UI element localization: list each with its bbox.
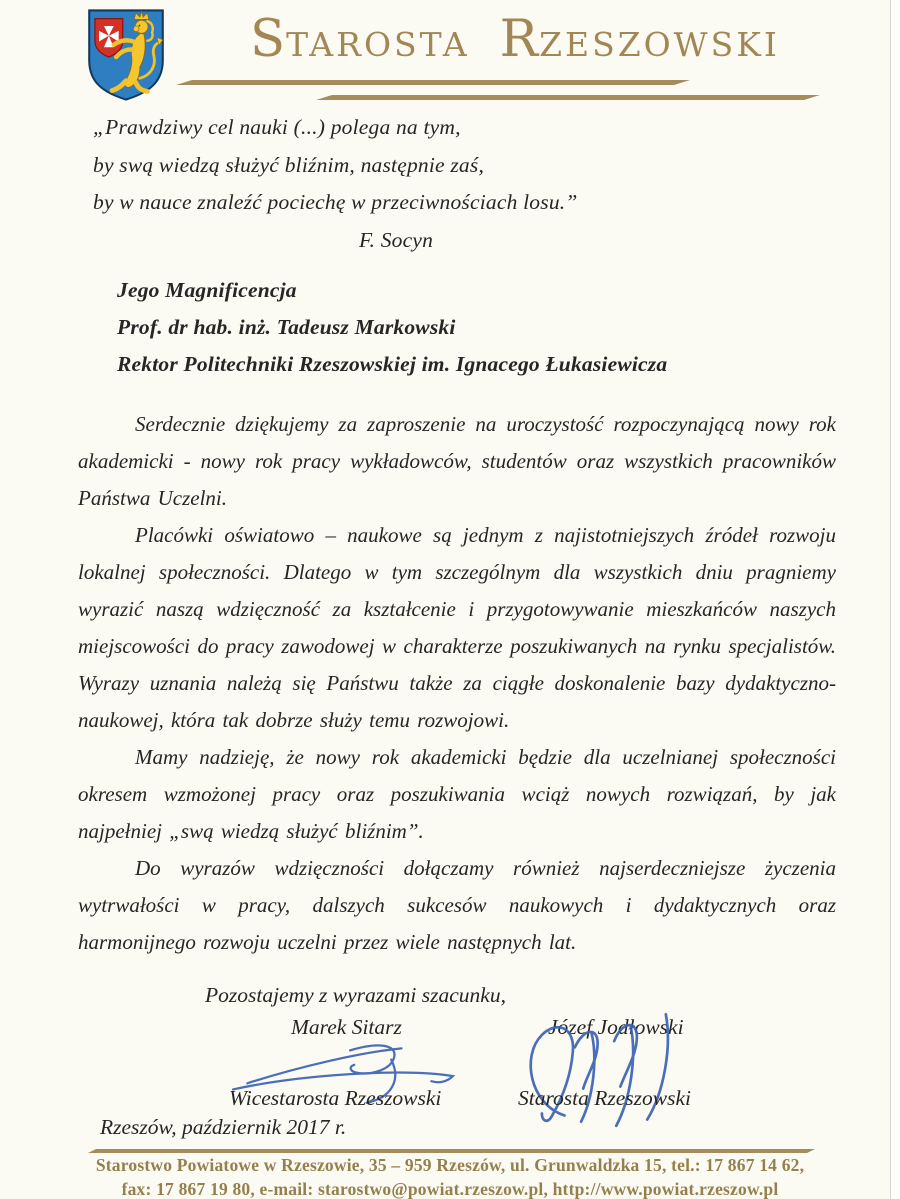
decorative-rule-bottom <box>316 95 820 100</box>
paragraph: Serdecznie dziękujemy za zaproszenie na uroczystość rozpoczynającą nowy rok akademicki - nowy rok pracy wykładowców, studentów oraz wszystkich pracowników Państwa Uczelni. <box>78 412 836 510</box>
quote-attribution: F. Socyn <box>359 227 434 252</box>
quote-line: by w nauce znaleźć pociechę w przeciwnościach losu.” <box>93 190 578 214</box>
letter-body <box>78 406 836 961</box>
place-and-date: Rzeszów, październik 2017 r. <box>100 1115 347 1139</box>
addressee-salutation: Jego Magnificencja <box>117 278 297 302</box>
addressee-name: Prof. dr hab. inż. Tadeusz Markowski <box>117 315 456 339</box>
signatory-name-marek-sitarz: Marek Sitarz <box>291 1015 402 1039</box>
quote-line: „Prawdziwy cel nauki (...) polega na tym, <box>93 115 461 139</box>
paragraph: Mamy nadzieję, że nowy rok akademicki będzie dla uczelnianej społeczności okresem wzmożonej pracy oraz poszukiwania wciąż nowych rozwiązań, by jak najpełniej „swą wiedzą służyć bliźnim”. <box>78 745 836 843</box>
footer-rule <box>88 1149 815 1153</box>
coat-of-arms-icon <box>85 8 167 102</box>
scan-edge-line <box>890 0 891 1199</box>
title-word-starosta: STAROSTA <box>250 10 470 69</box>
paragraph: Placówki oświatowo – naukowe są jednym z najistotniejszych źródeł rozwoju lokalnej społeczności. Dlatego w tym szczególnym dla wszystkich dniu pragniemy wyrazić naszą wdzięczność za kształcenie i przygotowywanie mieszkańców naszych miejscowości do pracy zawodowej w charakterze poszukiwanych na rynku specjalistów. Wyrazy uznania należą się Państwu także za ciągłe doskonalenie bazy dydaktyczno-naukowej, która tak dobrze służy temu rozwojowi. <box>78 523 836 732</box>
decorative-rule-top <box>176 80 690 85</box>
quote-line: by swą wiedzą służyć bliźnim, następnie zaś, <box>93 152 485 177</box>
epigraph-quote <box>93 109 578 259</box>
signatory-title-starosta: Starosta Rzeszowski <box>518 1086 692 1110</box>
signatory-name-jozef-jodlowski: Józef Jodłowski <box>548 1015 684 1039</box>
valediction: Pozostajemy z wyrazami szacunku, <box>205 983 506 1007</box>
addressee-position: Rektor Politechniki Rzeszowskiej im. Ignacego Łukasiewicza <box>117 352 668 376</box>
footer-contact-line: fax: 17 867 19 80, e-mail: starostwo@powiat.rzeszow.pl, http://www.powiat.rzeszow.pl <box>121 1179 779 1199</box>
paragraph: Do wyrazów wdzięczności dołączamy również najserdeczniejsze życzenia wytrwałości w pracy, dalszych sukcesów naukowych i dydaktycznych oraz harmonijnego rozwoju uczelni przez wiele następnych lat. <box>78 856 836 954</box>
addressee-block <box>117 272 667 383</box>
letterhead-title <box>250 10 780 69</box>
scan-edge-strip <box>891 0 900 1199</box>
title-word-rzeszowski: RZESZOWSKI <box>499 10 780 69</box>
signatory-title-wicestarosta: Wicestarosta Rzeszowski <box>229 1086 442 1110</box>
footer-address-line: Starostwo Powiatowe w Rzeszowie, 35 – 959 Rzeszów, ul. Grunwaldzka 15, tel.: 17 867 14 62, <box>95 1155 805 1175</box>
